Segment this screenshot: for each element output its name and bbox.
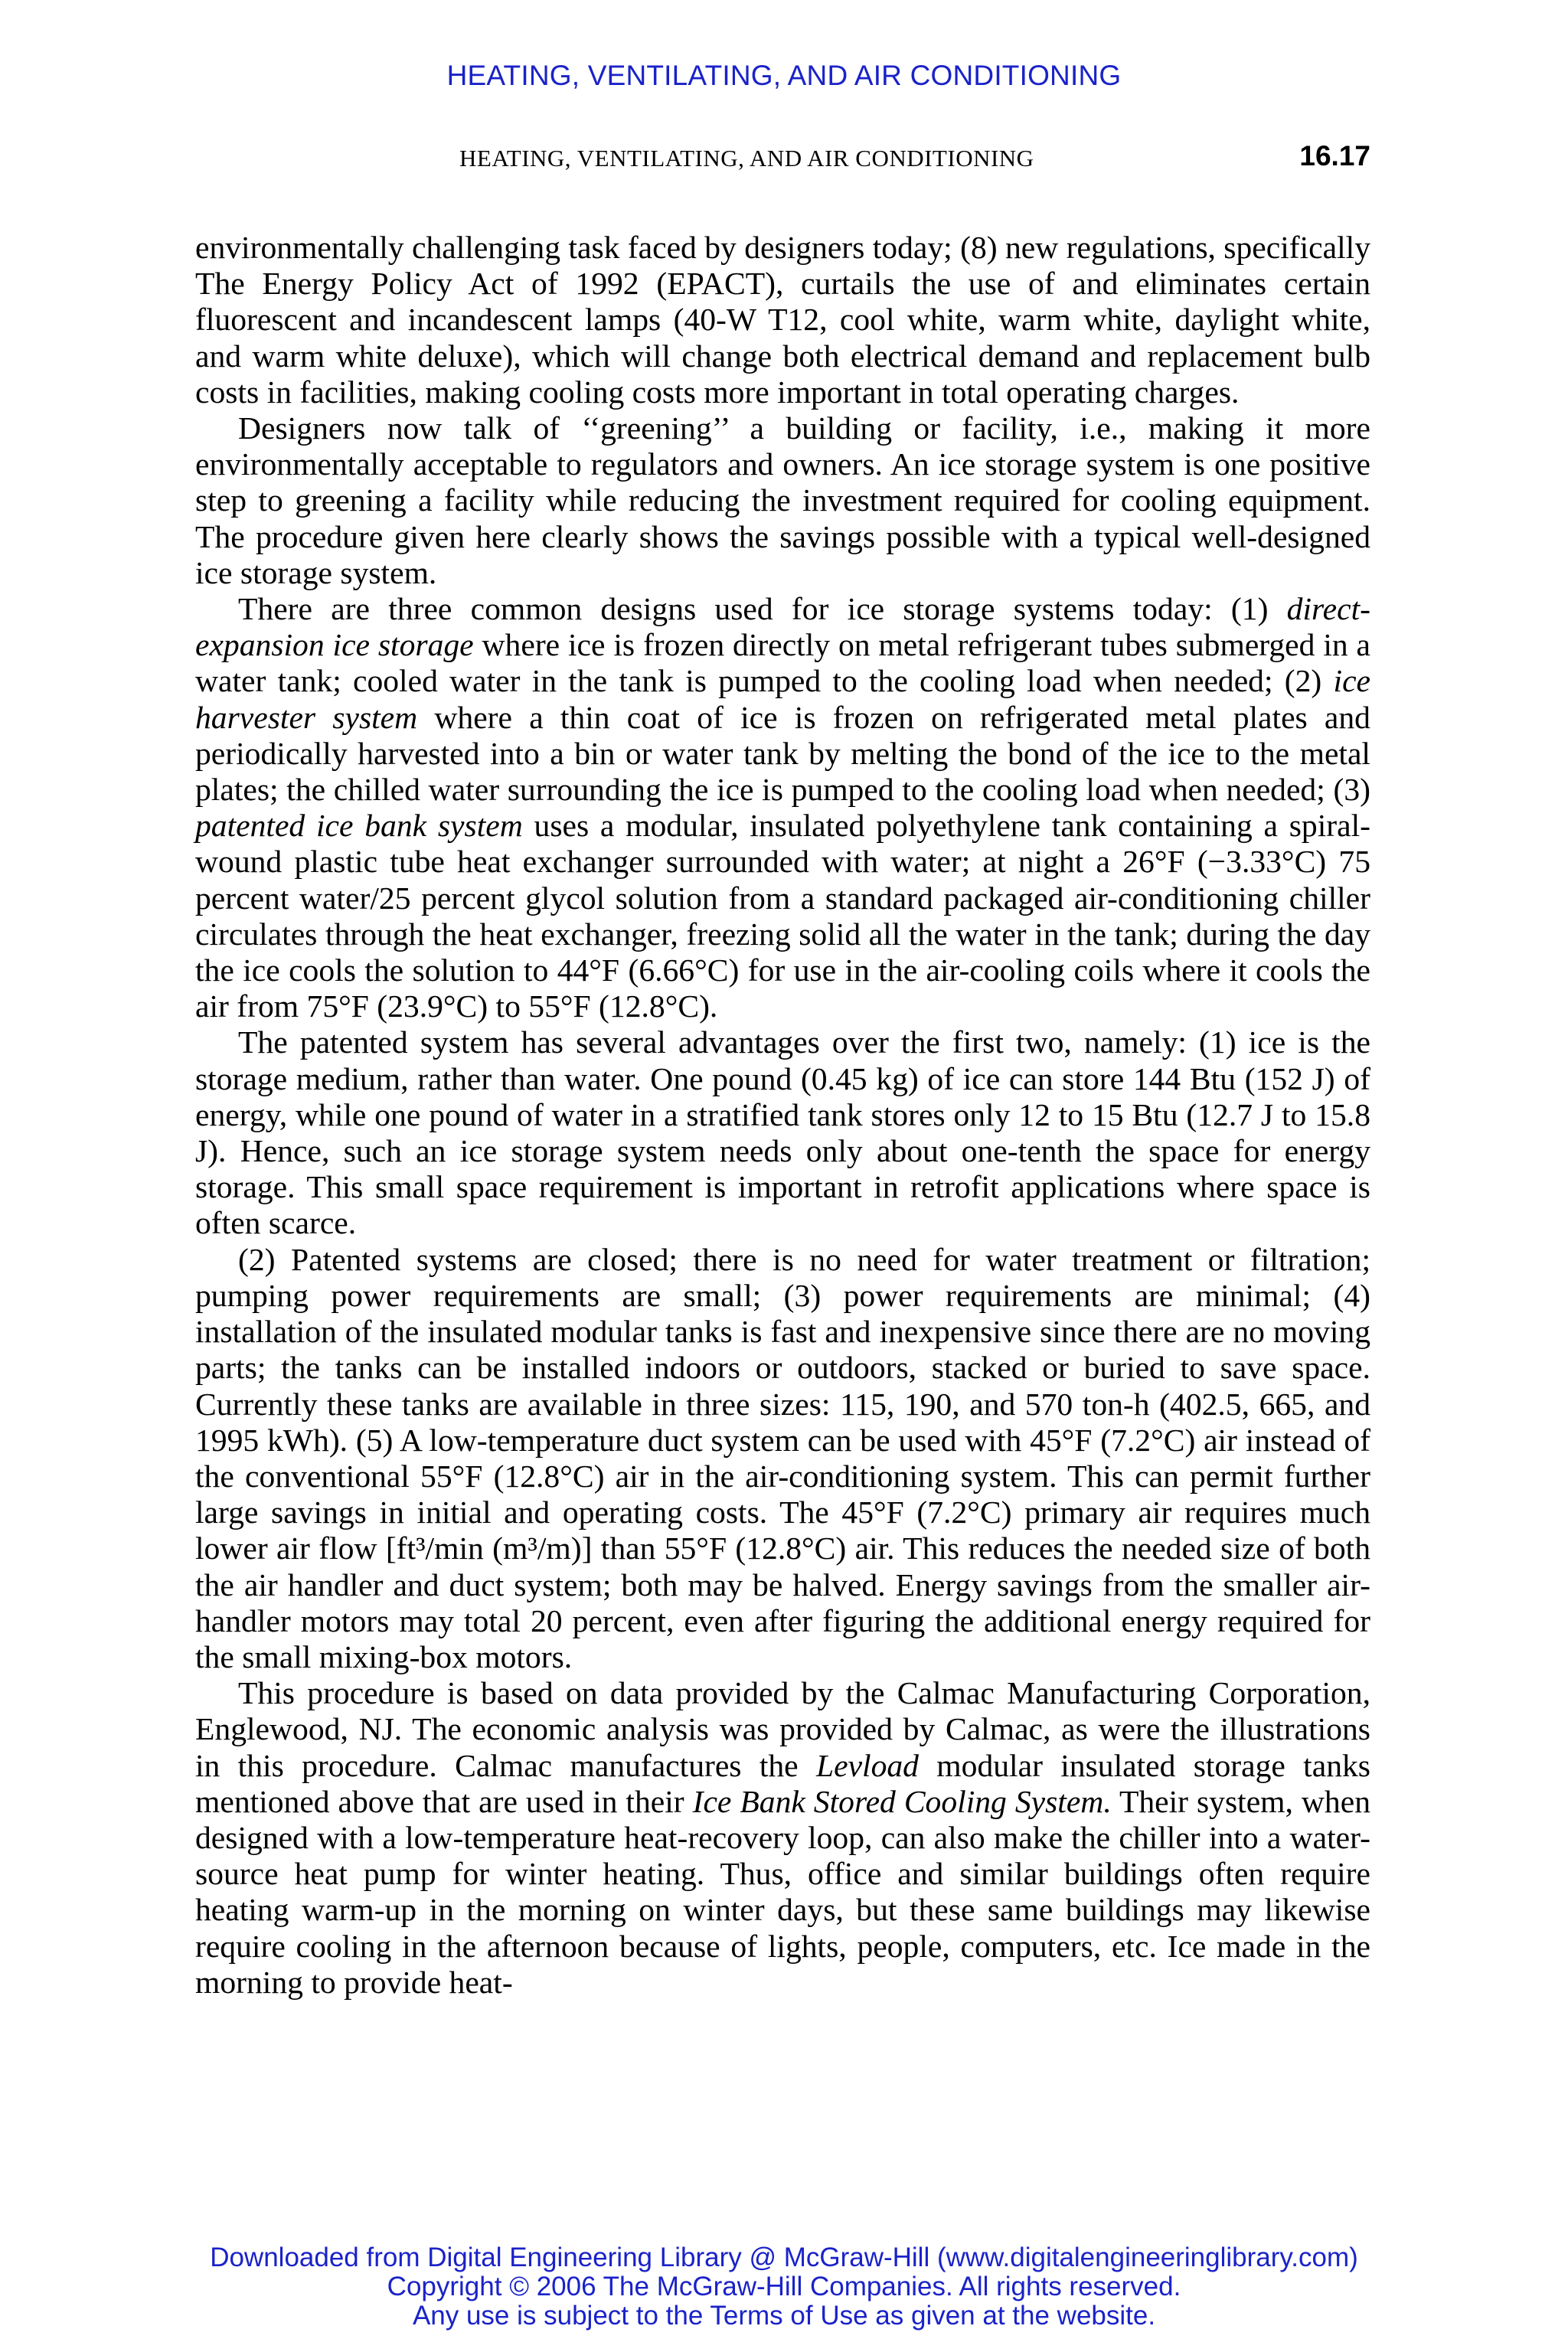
text-run: (2) Patented systems are closed; there is no need for water treatment or filtration; pumping power requirements are small; (3) power requirements are minimal; (4) installation of the insulated modular tanks is fast and inexpensive since there are no moving parts; the tanks can be installed indoors or outdoors, stacked or buried to save space. Currently these tanks are available in three sizes: 115, 190, and 570 ton-h (402.5, 665, and 1995 kWh). (5) A low-temperature duct system can be used with 45°F (7.2°C) air instead of the conventional 55°F (12.8°C) air in the air-conditioning system. This can permit further large savings in initial and operating costs. The 45°F (7.2°C) primary air requires much lower air flow [ft³/min (m³/m)] than 55°F (12.8°C) air. This reduces the needed size of both the air handler and duct system; both may be halved. Energy savings from the smaller air-handler motors may total 20 percent, even after figuring the additional energy required for the small mixing-box motors.	[195, 1241, 1370, 1674]
paragraph-6	[195, 1675, 1370, 2001]
text-run: This procedure is based on data provided by the Calmac Manufacturing Corporation, Englewood, NJ. The economic analysis was provided by Calmac, as were the illustrations in this procedure. Calmac manufactures the	[195, 1675, 1370, 1783]
text-run: where a thin coat of ice is frozen on refrigerated metal plates and periodically harvested into a bin or water tank by melting the bond of the ice to the metal plates; the chilled water surrounding the ice is pumped to the cooling load when needed; (3)	[195, 699, 1370, 808]
text-run: environmentally challenging task faced by designers today; (8) new regulations, specifically The Energy Policy Act of 1992 (EPACT), curtails the use of and eliminates certain fluorescent and incandescent lamps (40-W T12, cool white, warm white, daylight white, and warm white deluxe), which will change both electrical demand and replacement bulb costs in facilities, making cooling costs more important in total operating charges.	[195, 230, 1371, 410]
paragraph-1	[195, 230, 1370, 410]
paragraph-5	[195, 1242, 1370, 1675]
text-run: The patented system has several advantages over the first two, namely: (1) ice is the storage medium, rather than water. One pound (0.45 kg) of ice can store 144 Btu (152 J) of energy, while one pound of water in a stratified tank stores only 12 to 15 Btu (12.7 J to 15.8 J). Hence, such an ice storage system needs only about one-tenth the space for energy storage. This small space requirement is important in retrofit applications where space is often scarce.	[195, 1024, 1370, 1241]
text-run: There are three common designs used for ice storage systems today: (1)	[238, 591, 1287, 627]
paragraph-3	[195, 591, 1370, 1024]
footer-download-link[interactable]: Downloaded from Digital Engineering Library @ McGraw-Hill (www.digitalengineeringlibrary.com)	[210, 2243, 1358, 2272]
text-run: where ice is frozen directly on metal refrigerant tubes submerged in a water tank; cooled water in the tank is pumped to the cooling load when needed; (2)	[195, 627, 1370, 699]
body-text	[195, 230, 1370, 2001]
italic-term: patented ice bank system	[195, 808, 523, 844]
text-run: modular insulated storage tanks mentioned above that are used in their	[195, 1747, 1370, 1819]
italic-term: Ice Bank Stored Cooling System.	[692, 1783, 1112, 1819]
paragraph-2	[195, 410, 1370, 591]
footer-terms-link[interactable]: Any use is subject to the Terms of Use as given at the website.	[412, 2301, 1156, 2331]
text-run: Designers now talk of ‘‘greening’’ a building or facility, i.e., making it more environmentally acceptable to regulators and owners. An ice storage system is one positive step to greening a facility while reducing the investment required for cooling equipment. The procedure given here clearly shows the savings possible with a typical well-designed ice storage system.	[195, 410, 1370, 590]
chapter-link[interactable]: HEATING, VENTILATING, AND AIR CONDITIONING	[446, 60, 1122, 91]
italic-term: ice harvester system	[195, 663, 1370, 735]
italic-term: Levload	[815, 1747, 919, 1783]
running-head-title: HEATING, VENTILATING, AND AIR CONDITIONING	[459, 145, 1034, 172]
paragraph-4	[195, 1024, 1370, 1241]
text-run: uses a modular, insulated polyethylene tank containing a spiral-wound plastic tube heat exchanger surrounded with water; at night a 26°F (−3.33°C) 75 percent water/25 percent glycol solution from a standard packaged air-conditioning chiller circulates through the heat exchanger, freezing solid all the water in the tank; during the day the ice cools the solution to 44°F (6.66°C) for use in the air-cooling coils where it cools the air from 75°F (23.9°C) to 55°F (12.8°C).	[195, 808, 1370, 1024]
footer	[0, 2243, 1568, 2331]
footer-copyright[interactable]: Copyright © 2006 The McGraw-Hill Companies. All rights reserved.	[387, 2272, 1181, 2301]
italic-term: direct-expansion ice storage	[195, 591, 1370, 663]
text-run: Their system, when designed with a low-temperature heat-recovery loop, can also make the chiller into a water-source heat pump for winter heating. Thus, office and similar buildings often require heating warm-up in the morning on winter days, but these same buildings may likewise require cooling in the afternoon because of lights, people, computers, etc. Ice made in the morning to provide heat-	[195, 1783, 1370, 2000]
page-number: 16.17	[1299, 140, 1370, 172]
